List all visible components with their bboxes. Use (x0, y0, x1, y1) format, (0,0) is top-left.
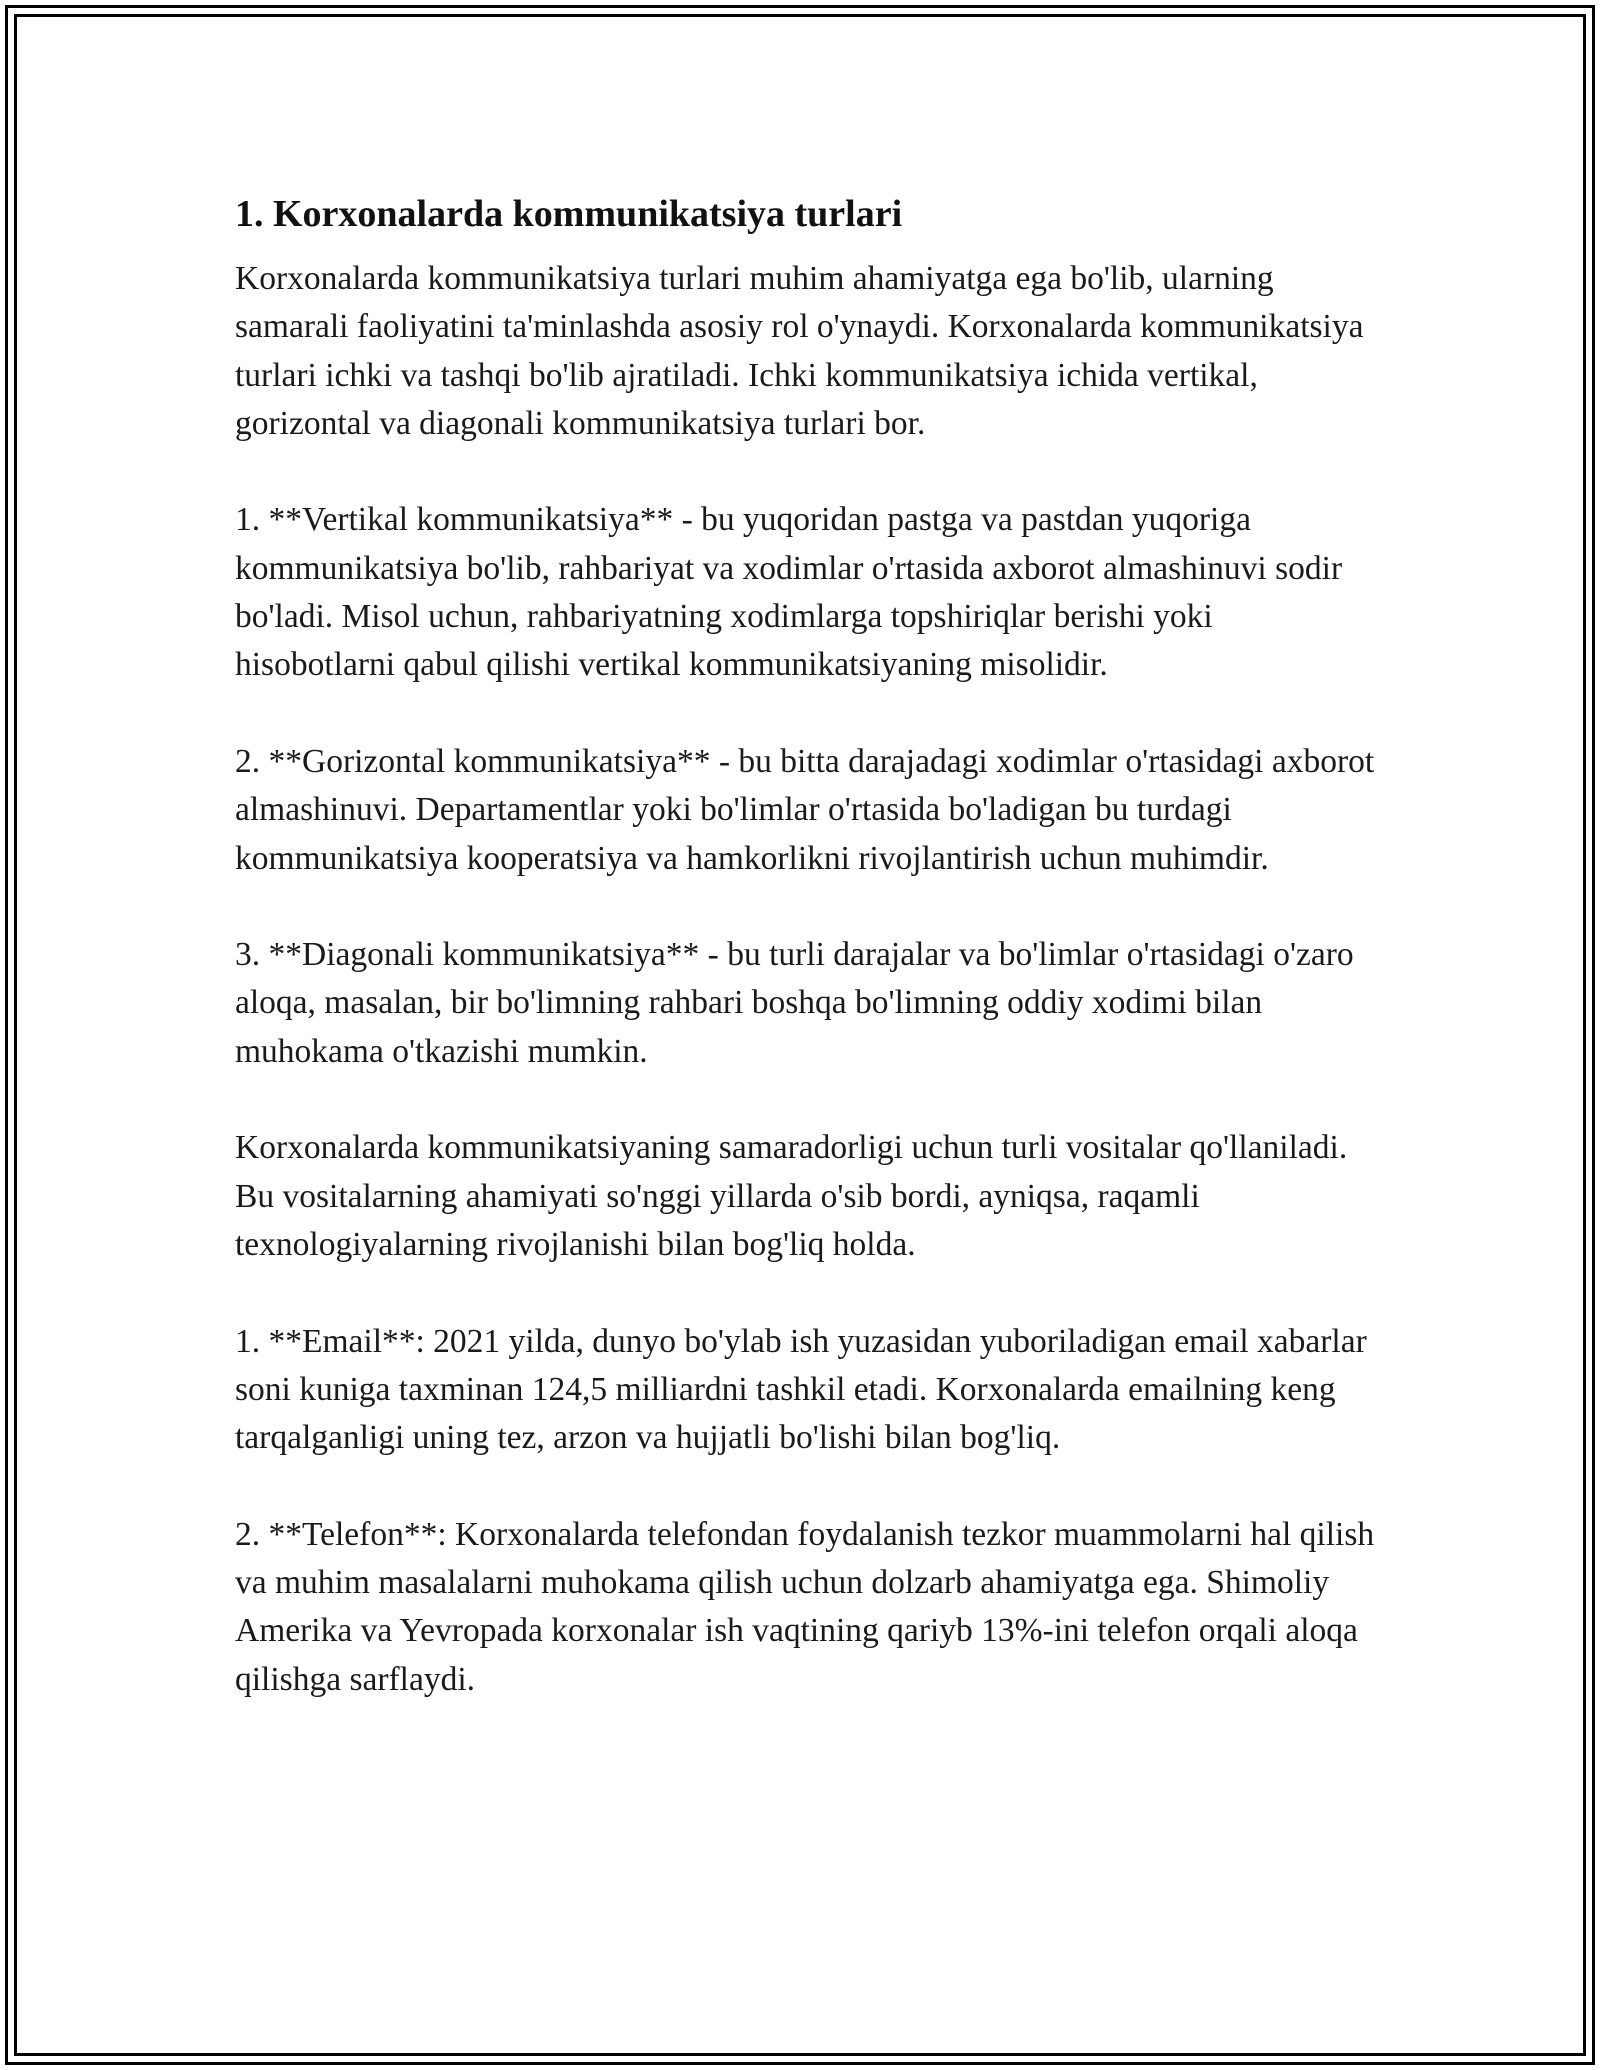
paragraph-telephone: 2. **Telefon**: Korxonalarda telefondan foydalanish tezkor muammolarni hal qilish va muhim masalalarni muhokama qilish uchun dolzarb ahamiyatga ega. Shimoliy Amerika va Yevropada korxonalar ish vaqtining qariyb 13%-ini telefon orqali aloqa qilishga sarflaydi. (235, 1515, 1375, 1698)
paragraph-intro: Korxonalarda kommunikatsiya turlari muhim ahamiyatga ega bo'lib, ularning samarali faoliyatini ta'minlashda asosiy rol o'ynaydi. Korxonalarda kommunikatsiya turlari ichki va tashqi bo'lib ajratiladi. Ichki kommunikatsiya ichida vertikal, gorizontal va diagonali kommunikatsiya turlari bor. (235, 260, 1364, 442)
document-body (235, 185, 1375, 1704)
paragraph-horizontal: 2. **Gorizontal kommunikatsiya** - bu bitta darajadagi xodimlar o'rtasidagi axborot almashinuvi. Departamentlar yoki bo'limlar o'rtasida bo'ladigan bu turdagi kommunikatsiya kooperatsiya va hamkorlikni rivojlantirish uchun muhimdir. (235, 742, 1375, 877)
paragraph-tools: Korxonalarda kommunikatsiyaning samaradorligi uchun turli vositalar qo'llaniladi. Bu vositalarning ahamiyati so'nggi yillarda o'sib bordi, ayniqsa, raqamli texnologiyalarning rivojlanishi bilan bog'liq holda. (235, 1129, 1348, 1263)
document-title: 1. Korxonalarda kommunikatsiya turlari (235, 193, 903, 235)
paragraph-diagonal: 3. **Diagonali kommunikatsiya** - bu turli darajalar va bo'limlar o'rtasidagi o'zaro aloqa, masalan, bir bo'limning rahbari boshqa bo'limning oddiy xodimi bilan muhokama o'tkazishi mumkin. (235, 936, 1354, 1070)
paragraph-vertical: 1. **Vertikal kommunikatsiya** - bu yuqoridan pastga va pastdan yuqoriga kommunikatsiya bo'lib, rahbariyat va xodimlar o'rtasida axborot almashinuvi sodir bo'ladi. Misol uchun, rahbariyatning xodimlarga topshiriqlar berishi yoki hisobotlarni qabul qilishi vertikal kommunikatsiyaning misolidir. (235, 501, 1343, 684)
paragraph-email: 1. **Email**: 2021 yilda, dunyo bo'ylab ish yuzasidan yuboriladigan email xabarlar soni kuniga taxminan 124,5 milliardni tashkil etadi. Korxonalarda emailning keng tarqalganligi uning tez, arzon va hujjatli bo'lishi bilan bog'liq. (235, 1322, 1367, 1457)
